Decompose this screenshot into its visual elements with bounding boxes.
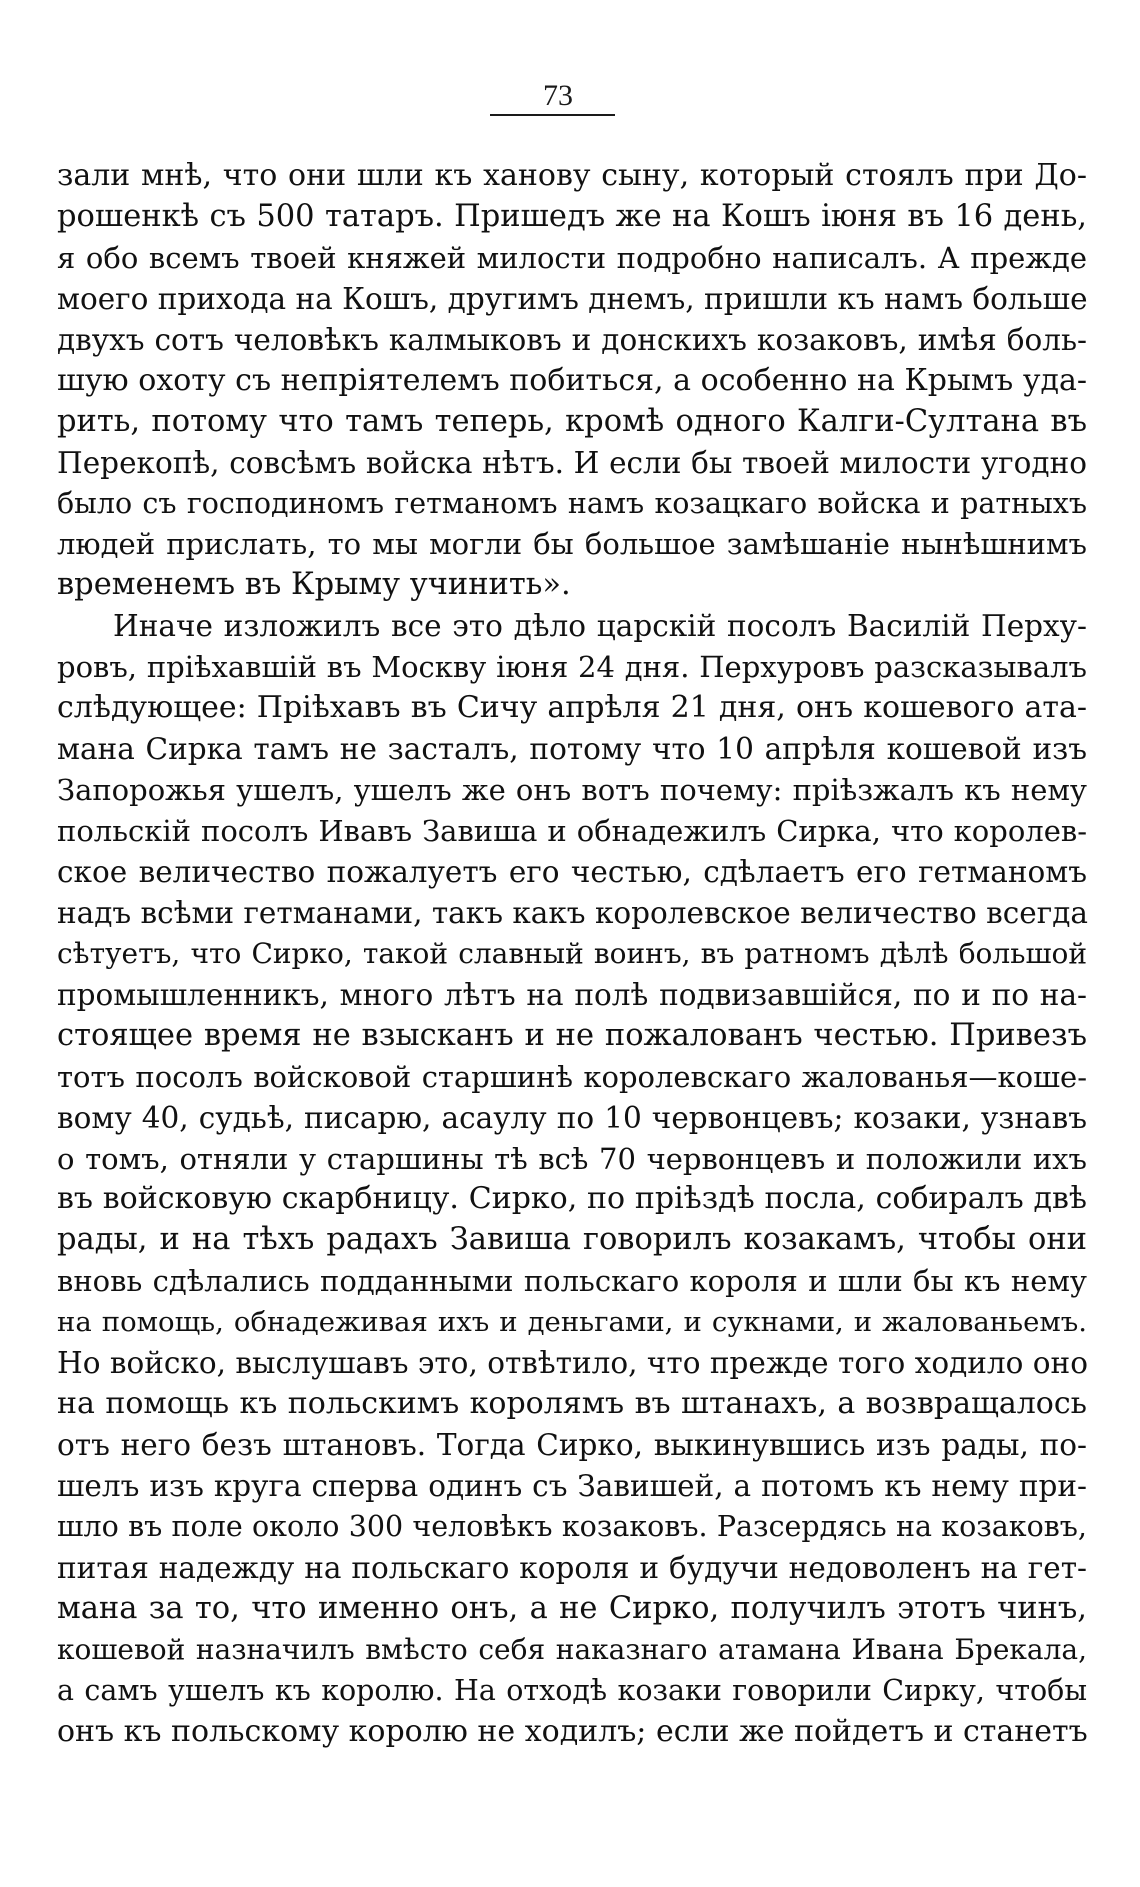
text-line: на помощь, обнадеживая ихъ и деньгами, и сукнами, и жалованьемъ. [57,1306,1087,1339]
text-line: временемъ въ Крыму учинить». [57,567,571,603]
text-line: ровъ, пріѣхавшій въ Москву іюня 24 дня. Перхуровъ разсказывалъ [57,650,1087,685]
text-line: питая надежду на польскаго короля и будучи недоволенъ на гет- [57,1550,1087,1585]
text-line: слѣдующее: Пріѣхавъ въ Сичу апрѣля 21 дня, онъ кошевого ата- [57,690,1087,726]
page-number-rule [490,114,615,116]
text-line: вому 40, судьѣ, писарю, асаулу по 10 червонцевъ; козаки, узнавъ [57,1100,1087,1135]
text-line: рошенкѣ съ 500 татаръ. Пришедъ же на Кошъ іюня въ 16 день, [57,198,1087,234]
body-text [57,156,1087,1753]
text-line: рады, и на тѣхъ радахъ Завиша говорилъ козакамъ, чтобы они [57,1222,1087,1258]
paragraph [57,156,1087,606]
text-line: Запорожья ушелъ, ушелъ же онъ вотъ почему: пріѣзжалъ къ нему [57,773,1087,808]
text-line: Но войско, выслушавъ это, отвѣтило, что прежде того ходило оно [57,1346,1088,1381]
text-line: рить, потому что тамъ теперь, кромѣ одного Калги-Султана въ [57,403,1087,439]
text-line: онъ къ польскому королю не ходилъ; если же пойдетъ и станетъ [57,1713,1088,1749]
text-line: моего прихода на Кошъ, другимъ днемъ, пришли къ намъ больше [57,281,1088,316]
text-line: Перекопѣ, совсѣмъ войска нѣтъ. И если бы твоей милости угодно [57,445,1087,480]
text-line: тотъ посолъ войсковой старшинѣ королевскаго жалованья—коше- [57,1059,1087,1094]
text-line: я обо всемъ твоей княжей милости подробно написалъ. А прежде [57,240,1087,275]
text-line: а самъ ушелъ къ королю. На отходѣ козаки говорили Сирку, чтобы [57,1673,1087,1707]
text-line: промышленникъ, много лѣтъ на полѣ подвизавшійся, по и по на- [57,977,1087,1012]
paragraph [57,606,1087,1752]
text-line: людей прислать, то мы могли бы большое замѣшаніе нынѣшнимъ [57,527,1087,562]
text-line: мана за то, что именно онъ, а не Сирко, получилъ этотъ чинъ, [57,1590,1087,1626]
text-line: на помощь къ польскимъ королямъ въ штанахъ, а возвращалось [57,1386,1087,1422]
text-line: ское величество пожалуетъ его честью, сдѣлаетъ его гетманомъ [57,854,1087,889]
text-line: стоящее время не взысканъ и не пожалованъ честью. Привезъ [57,1017,1087,1053]
text-line: мана Сирка тамъ не засталъ, потому что 10 апрѣля кошевой изъ [57,732,1087,767]
text-line: шелъ изъ круга сперва одинъ съ Завишей, а потомъ къ нему при- [57,1469,1087,1503]
text-line: отъ него безъ штановъ. Тогда Сирко, выкинувшись изъ рады, по- [57,1428,1087,1463]
text-line: зали мнѣ, что они шли къ ханову сыну, который стоялъ при До- [57,158,1087,193]
text-line: о томъ, отняли у старшины тѣ всѣ 70 червонцевъ и положили ихъ [57,1141,1087,1176]
text-line: шую охоту съ непріятелемъ побиться, а особенно на Крымъ уда- [57,362,1087,398]
text-line: было съ господиномъ гетманомъ намъ козацкаго войска и ратныхъ [57,486,1087,520]
text-line: надъ всѣми гетманами, такъ какъ королевское величество всегда [57,895,1088,930]
text-line: сѣтуетъ, что Сирко, такой славный воинъ, въ ратномъ дѣлѣ большой [57,936,1087,970]
text-line: двухъ сотъ человѣкъ калмыковъ и донскихъ козаковъ, имѣя боль- [57,322,1087,357]
text-line: Иначе изложилъ все это дѣло царскій посолъ Василій Перху- [113,609,1087,644]
text-line: польскій посолъ Ивавъ Завиша и обнадежилъ Сирка, что королев- [57,814,1087,848]
page-number: 73 [543,79,573,112]
text-line: шло въ поле около 300 человѣкъ козаковъ. Разсердясь на козаковъ, [57,1509,1087,1543]
text-line: вновь сдѣлались подданными польскаго короля и шли бы къ нему [57,1264,1087,1299]
text-line: въ войсковую скарбницу. Сирко, по пріѣздѣ посла, собиралъ двѣ [57,1181,1087,1217]
text-line: кошевой назначилъ вмѣсто себя наказнаго атамана Ивана Брекала, [57,1632,1087,1666]
